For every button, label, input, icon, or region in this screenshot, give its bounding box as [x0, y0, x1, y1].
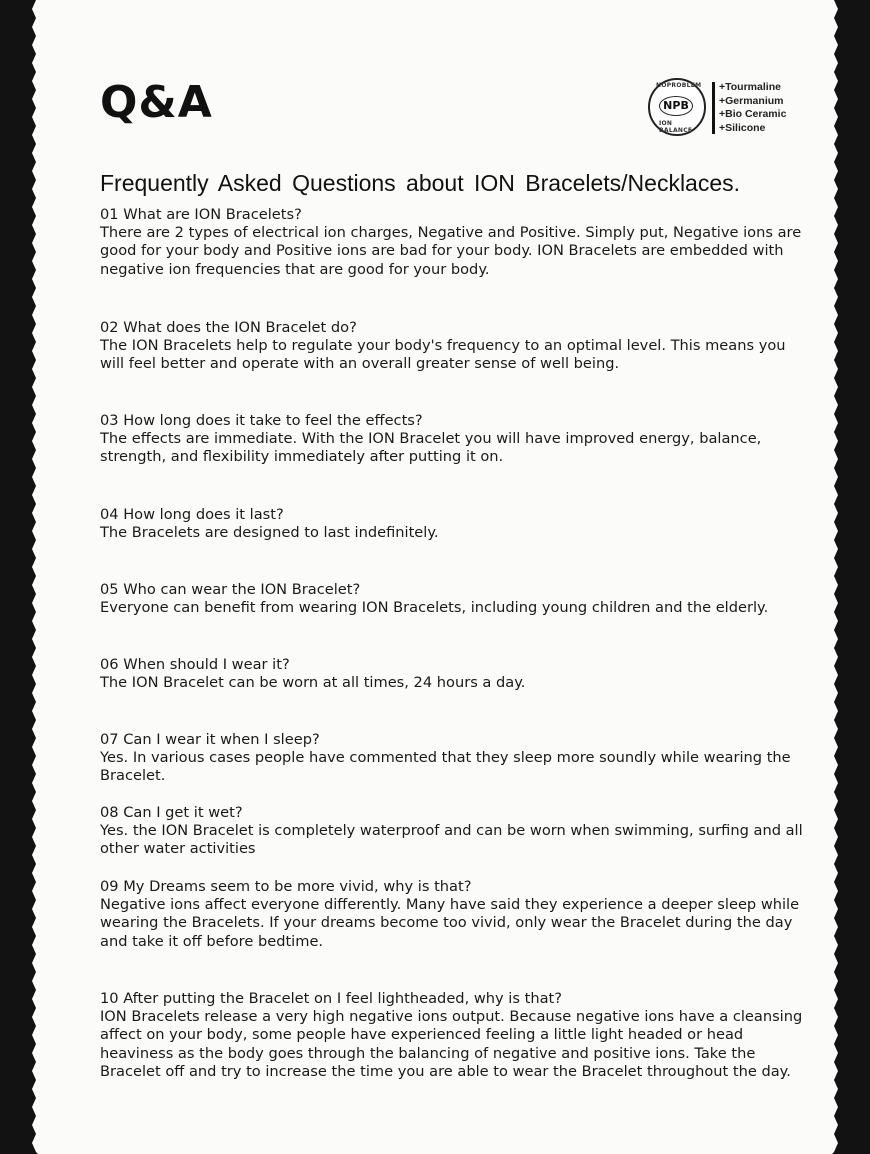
- material-item: +Germanium: [719, 94, 784, 107]
- faq-question: 02 What does the ION Bracelet do?: [100, 319, 357, 336]
- logo-divider: [712, 82, 715, 134]
- faq-question: 04 How long does it last?: [100, 506, 284, 523]
- faq-question: 01 What are ION Bracelets?: [100, 206, 302, 223]
- seal-top-text: NOPROBLEM: [656, 82, 702, 89]
- faq-question: 08 Can I get it wet?: [100, 804, 243, 821]
- faq-item-02: [100, 319, 810, 374]
- right-torn-edge: [832, 0, 840, 1154]
- faq-item-04: [100, 506, 810, 542]
- faq-item-10: [100, 990, 810, 1081]
- faq-answer: The effects are immediate. With the ION Bracelet you will have improved energy, balance, strength, and flexibility immediately after putting it on.: [100, 430, 762, 466]
- faq-question: 05 Who can wear the ION Bracelet?: [100, 581, 361, 598]
- faq-answer: ION Bracelets release a very high negative ions output. Because negative ions have a cleansing affect on your body, some people have experienced feeling a little light headed or head heaviness as the body goes through the balancing of negative and positive ions. Take the Bracelet off and try to increase the time you are able to wear the Bracelet throughout the day.: [100, 1008, 803, 1080]
- faq-question: 03 How long does it take to feel the effects?: [100, 412, 423, 429]
- material-item: +Tourmaline: [719, 81, 781, 93]
- faq-item-07: [100, 731, 810, 786]
- faq-question: 09 My Dreams seem to be more vivid, why is that?: [100, 878, 472, 895]
- faq-answer: Yes. In various cases people have commented that they sleep more soundly while wearing the Bracelet.: [100, 749, 791, 785]
- seal-badge-text: NPB: [659, 96, 693, 116]
- faq-answer: The ION Bracelet can be worn at all times, 24 hours a day.: [100, 674, 526, 692]
- faq-answer: Everyone can benefit from wearing ION Bracelets, including young children and the elderly.: [100, 599, 769, 617]
- faq-item-03: [100, 412, 810, 467]
- faq-answer: Yes. the ION Bracelet is completely waterproof and can be worn when swimming, surfing and all other water activities: [100, 822, 803, 858]
- faq-question: 07 Can I wear it when I sleep?: [100, 731, 320, 748]
- faq-question: 06 When should I wear it?: [100, 656, 290, 673]
- npb-seal-icon: [648, 78, 706, 136]
- material-item: +Bio Ceramic: [719, 108, 787, 120]
- faq-heading: Frequently Asked Questions about ION Bracelets/Necklaces.: [100, 170, 741, 196]
- faq-item-08: [100, 804, 810, 859]
- faq-item-01: [100, 206, 810, 279]
- left-torn-edge: [30, 0, 38, 1154]
- material-item: +Silicone: [719, 121, 766, 134]
- faq-answer: The Bracelets are designed to last indefinitely.: [100, 524, 439, 542]
- faq-answer: Negative ions affect everyone differently. Many have said they experience a deeper sleep while wearing the Bracelets. If your dreams become too vivid, only wear the Bracelet during the day and take it off before bedtime.: [100, 896, 800, 950]
- faq-question: 10 After putting the Bracelet on I feel lightheaded, why is that?: [100, 990, 562, 1007]
- seal-bottom-text: ION BALANCE: [659, 120, 693, 134]
- brand-logo: [648, 78, 808, 138]
- faq-answer: The ION Bracelets help to regulate your body's frequency to an optimal level. This means you will feel better and operate with an overall greater sense of well being.: [100, 337, 786, 373]
- faq-answer: There are 2 types of electrical ion charges, Negative and Positive. Simply put, Negative ions are good for your body and Positive ions are bad for your body. ION Bracelets are embedded with negative ion frequencies that are good for your body.: [100, 224, 802, 278]
- page-title: Q&A: [100, 77, 213, 128]
- faq-item-05: [100, 581, 810, 617]
- materials-list: [719, 81, 786, 135]
- faq-item-06: [100, 656, 810, 692]
- faq-item-09: [100, 878, 810, 951]
